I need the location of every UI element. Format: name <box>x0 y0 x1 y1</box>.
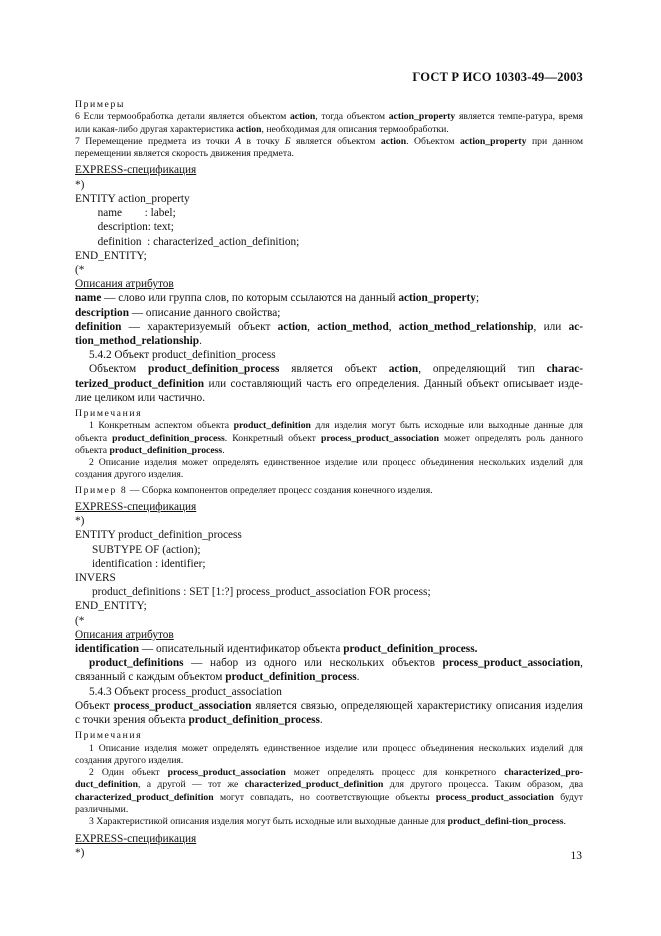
examples-label: Примеры <box>75 99 126 110</box>
code-line: (* <box>75 263 85 276</box>
express-spec-label-1: EXPRESS-спецификация <box>75 164 197 177</box>
code-line: (* <box>75 614 85 627</box>
note-1-1: 1 Конкретным аспектом объекта product_definition для изделия могут быть исходные или выходные данные для объекта product_definition_process. Конкретный объект process_product_association может определять роль данного объекта product_definition_process. <box>75 420 583 456</box>
code-line: description: text; <box>75 221 174 234</box>
page-header: ГОСТ Р ИСО 10303-49—2003 <box>412 70 583 84</box>
code-line: ENTITY action_property <box>75 192 190 205</box>
note-1-2: 2 Описание изделия может определять единственное изделие или процесс объединения нескольких изделий для создания другого изделия. <box>75 457 583 481</box>
section-5-4-2-title: 5.4.2 Объект product_definition_process <box>89 349 276 362</box>
note-2-3: 3 Характеристикой описания изделия могут быть исходные или выходные данные для product_defini-tion_process. <box>89 816 566 828</box>
attr-definition: definition — характеризуемый объект action, action_method, action_method_relationship, или ac-tion_method_relationship. <box>75 320 584 347</box>
example-6: 6 Если термообработка детали является объектом action, тогда объектом action_property является темпе-ратура, время или какая-либо другая характеристика action, необходимая для описания термообработки. <box>75 111 584 135</box>
code-line: INVERS <box>75 572 116 585</box>
code-line: definition : characterized_action_definition; <box>75 235 300 248</box>
code-line: END_ENTITY; <box>75 249 147 262</box>
attr-product-definitions: product_definitions — набор из одного или нескольких объектов process_product_association, связанный с каждым объектом product_definition_process. <box>75 657 583 684</box>
code-line: product_definitions : SET [1:?] process_product_association FOR process; <box>75 586 431 599</box>
example-7: 7 Перемещение предмета из точки А в точку Б является объектом action. Объектом action_property при данном перемещении является скорость движения предмета. <box>75 135 584 160</box>
express-spec-label-2: EXPRESS-спецификация <box>75 501 197 514</box>
note-2-1: 1 Описание изделия может определять единственное изделие или процесс объединения нескольких изделий для создания другого изделия. <box>75 742 583 766</box>
example-8: Пример 8 — Сборка компонентов определяет процесс создания конечного изделия. <box>75 484 433 496</box>
attr-description: description — описание данного свойства; <box>75 306 281 319</box>
note-2-2: 2 Один объект process_product_association может определять процесс для конкретного characterized_pro-duct_definition, а другой — тот же characterized_product_definition для другого процесса. Таким образом, два characterized_product_definition могут совпадать, но соответствующие объекты process_product_association будут различными. <box>75 767 584 816</box>
code-line: identification : identifier; <box>75 557 206 570</box>
page-number: 13 <box>570 850 582 862</box>
notes-label-1: Примечания <box>75 407 143 419</box>
attributes-label-2: Описания атрибутов <box>75 628 174 641</box>
express-spec-label-3: EXPRESS-спецификация <box>75 832 197 845</box>
page-content <box>75 99 583 860</box>
attributes-label-1: Описания атрибутов <box>75 278 174 291</box>
code-line: ENTITY product_definition_process <box>75 529 242 542</box>
code-line: *) <box>75 178 85 191</box>
code-line: SUBTYPE OF (action); <box>75 543 201 556</box>
attr-name: name — слово или группа слов, по которым ссылаются на данный action_property; <box>75 292 480 305</box>
section-5-4-3-title: 5.4.3 Объект process_product_association <box>89 685 282 698</box>
section-5-4-2-text: Объектом product_definition_process является объект action, определяющий тип charac-terized_product_definition или составляющий часть его определения. Данный объект описывает изде-лие целиком или частично. <box>75 363 584 404</box>
notes-label-2: Примечания <box>75 730 143 742</box>
express-code-1 <box>75 178 583 277</box>
attr-identification: identification — описательный идентификатор объекта product_definition_process. <box>75 643 478 656</box>
code-line: name : label; <box>75 207 176 220</box>
express-code-2 <box>75 514 583 628</box>
code-line: *) <box>75 515 85 528</box>
code-line: *) <box>75 846 85 859</box>
section-5-4-3-text: Объект process_product_association является связью, определяющей характеристику описания изделия с точки зрения объекта product_definition_process. <box>75 699 583 727</box>
code-line: END_ENTITY; <box>75 600 147 613</box>
